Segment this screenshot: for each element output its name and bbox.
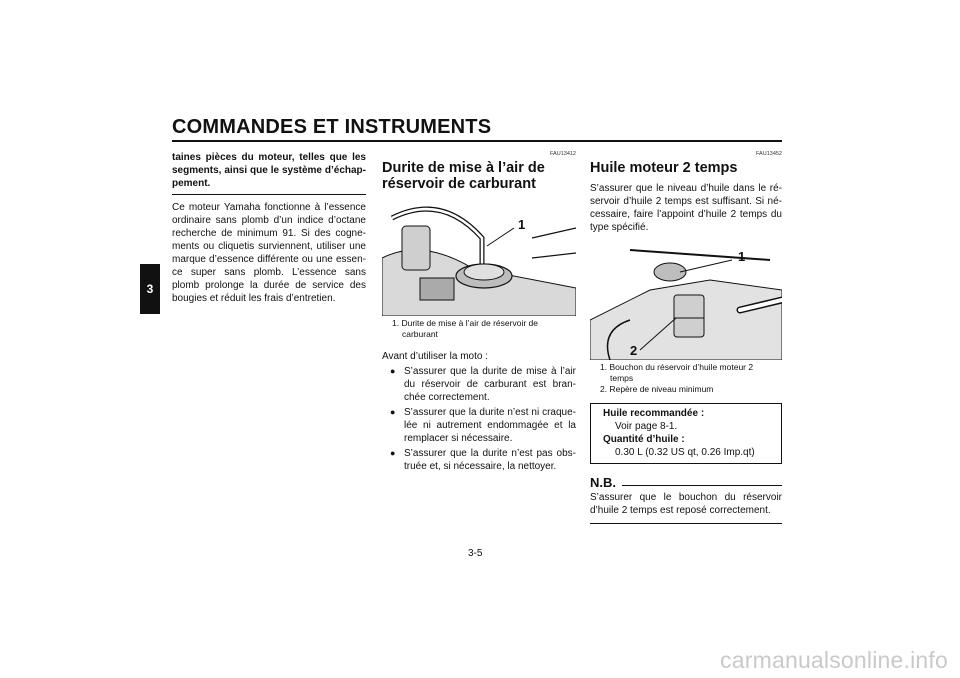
caption-line-3: 2. Repère de niveau minimum [600, 384, 714, 394]
figure-caption [600, 362, 782, 395]
figure-callout-1: 1 [518, 217, 526, 232]
spec-value-oil: Voir page 8-1. [615, 421, 678, 432]
warning-tail: taines pièces du moteur, telles que les segments, ainsi que le système d’échappement. [172, 152, 366, 189]
caption-line-1: 1. Bouchon du réservoir d’huile moteur 2 [600, 362, 754, 372]
note-rule [622, 485, 782, 486]
watermark: carmanualsonline.info [720, 647, 948, 673]
caption-line-1: 1. Durite de mise à l’air de réservoir de [392, 318, 538, 328]
note-title: N.B. [590, 475, 616, 490]
section-heading: Huile moteur 2 temps [590, 160, 738, 176]
section-code: FAU13412 [550, 151, 576, 157]
header-rule [172, 140, 782, 142]
note-header [590, 476, 782, 489]
oil-tank-illustration [590, 240, 782, 360]
list-item: ● S’assurer que la durite n’est ni craquelée ni autrement endommagée et la remplacer si nécessaire. [390, 406, 576, 445]
list-item: ● S’assurer que la durite de mise à l’air du réservoir de carburant est branchée correctement. [390, 365, 576, 404]
note-end-rule [590, 523, 782, 524]
page-number: 3-5 [468, 548, 483, 559]
spec-value-quantity: 0.30 L (0.32 US qt, 0.26 Imp.qt) [615, 447, 755, 458]
breather-hose-illustration [382, 198, 576, 316]
caption-line-2: temps [610, 373, 634, 383]
chapter-tab: 3 [140, 264, 160, 314]
column-3 [590, 151, 782, 524]
section-heading: Durite de mise à l’air de réservoir de carburant [382, 160, 545, 192]
column-1 [172, 151, 366, 305]
spec-label-quantity: Quantité d’huile : [603, 434, 685, 445]
list-item: ● S’assurer que la durite n’est pas obstruée et, si nécessaire, la nettoyer. [390, 447, 576, 473]
spec-box [590, 403, 782, 464]
spec-label-oil: Huile recommandée : [603, 408, 705, 419]
figure-caption [392, 318, 576, 340]
oil-tank-figure [590, 240, 782, 360]
breather-hose-figure [382, 198, 576, 316]
figure-callout-2: 2 [630, 343, 638, 358]
note-text: S’assurer que le bouchon du réservoir d’huile 2 temps est reposé correctement. [590, 492, 782, 516]
caption-line-2: carburant [402, 329, 438, 339]
column-2 [382, 151, 576, 475]
page-title: COMMANDES ET INSTRUMENTS [172, 116, 492, 138]
figure-callout-1: 1 [738, 249, 746, 264]
section-code: FAU13452 [756, 151, 782, 157]
check-list [382, 365, 576, 473]
warning-end-rule [172, 194, 366, 195]
oil-paragraph: S’assurer que le niveau d’huile dans le réservoir d’huile 2 temps est suffisant. Si nécessaire, faire l’appoint d’huile 2 temps du type spécifié. [590, 183, 782, 233]
intro-text: Avant d’utiliser la moto : [382, 351, 488, 362]
fuel-paragraph: Ce moteur Yamaha fonctionne à l’essence ordinaire sans plomb d’un indice d’octane recherche de minimum 91. Si des cognements ou cliquetis surviennent, utiliser une marque d’essence différente ou une essence super sans plomb. L’essence sans plomb prolonge la durée de service des bougies et réduit les frais d’entretien. [172, 202, 366, 304]
